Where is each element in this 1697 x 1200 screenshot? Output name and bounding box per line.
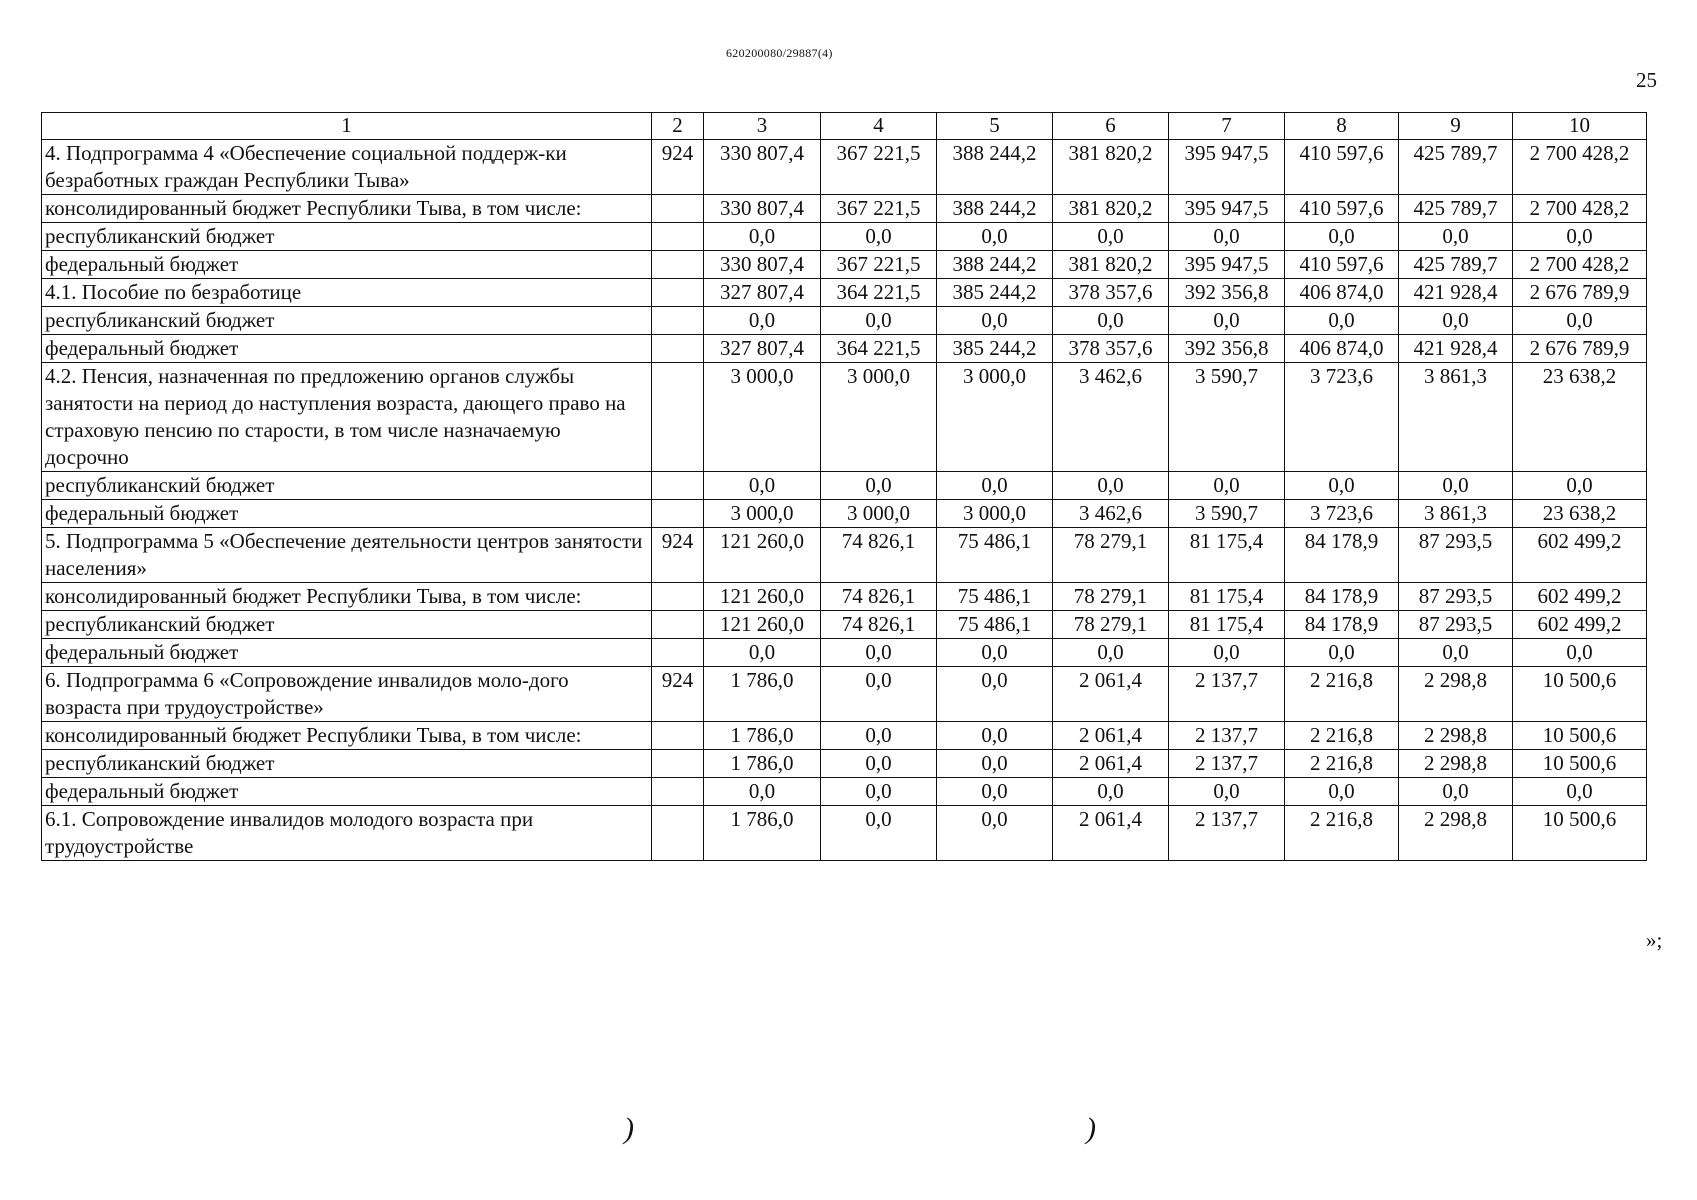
row-value: 84 178,9 — [1285, 583, 1399, 611]
row-value: 81 175,4 — [1169, 583, 1285, 611]
row-value: 602 499,2 — [1513, 611, 1647, 639]
row-value: 75 486,1 — [937, 583, 1053, 611]
row-value: 87 293,5 — [1399, 528, 1513, 583]
column-header: 8 — [1285, 113, 1399, 140]
row-value: 0,0 — [704, 472, 821, 500]
column-header: 7 — [1169, 113, 1285, 140]
row-value: 3 861,3 — [1399, 363, 1513, 472]
page-number: 25 — [1636, 68, 1657, 92]
row-value: 2 700 428,2 — [1513, 195, 1647, 223]
row-label: республиканский бюджет — [42, 223, 652, 251]
row-value: 10 500,6 — [1513, 750, 1647, 778]
row-value: 0,0 — [937, 639, 1053, 667]
row-label: консолидированный бюджет Республики Тыва, в том числе: — [42, 722, 652, 750]
row-label: республиканский бюджет — [42, 750, 652, 778]
table-row — [42, 722, 1647, 750]
row-value: 121 260,0 — [704, 528, 821, 583]
row-value: 0,0 — [937, 472, 1053, 500]
row-label: республиканский бюджет — [42, 611, 652, 639]
row-value: 367 221,5 — [821, 140, 937, 195]
row-value: 3 723,6 — [1285, 500, 1399, 528]
row-value: 0,0 — [1053, 778, 1169, 806]
footer-mark-right: ) — [1086, 1112, 1096, 1145]
row-code — [652, 363, 704, 472]
row-value: 121 260,0 — [704, 611, 821, 639]
row-value: 410 597,6 — [1285, 140, 1399, 195]
row-value: 78 279,1 — [1053, 611, 1169, 639]
row-label: федеральный бюджет — [42, 639, 652, 667]
row-value: 0,0 — [1513, 223, 1647, 251]
row-value: 327 807,4 — [704, 279, 821, 307]
row-value: 385 244,2 — [937, 335, 1053, 363]
row-value: 0,0 — [1169, 778, 1285, 806]
table-row — [42, 639, 1647, 667]
row-value: 3 861,3 — [1399, 500, 1513, 528]
table-row — [42, 528, 1647, 583]
table-row — [42, 307, 1647, 335]
row-label: консолидированный бюджет Республики Тыва, в том числе: — [42, 195, 652, 223]
row-value: 330 807,4 — [704, 251, 821, 279]
row-value: 0,0 — [821, 667, 937, 722]
row-value: 0,0 — [937, 806, 1053, 861]
row-value: 0,0 — [1169, 639, 1285, 667]
row-value: 388 244,2 — [937, 251, 1053, 279]
row-value: 0,0 — [821, 472, 937, 500]
row-value: 0,0 — [1285, 639, 1399, 667]
row-value: 2 298,8 — [1399, 667, 1513, 722]
row-value: 381 820,2 — [1053, 195, 1169, 223]
row-value: 0,0 — [1399, 472, 1513, 500]
table-row — [42, 583, 1647, 611]
row-value: 388 244,2 — [937, 195, 1053, 223]
footer-mark-left: ) — [624, 1112, 634, 1145]
row-value: 0,0 — [821, 806, 937, 861]
row-value: 23 638,2 — [1513, 500, 1647, 528]
row-value: 74 826,1 — [821, 583, 937, 611]
row-value: 0,0 — [1399, 307, 1513, 335]
row-value: 3 462,6 — [1053, 500, 1169, 528]
row-value: 367 221,5 — [821, 195, 937, 223]
row-value: 2 061,4 — [1053, 722, 1169, 750]
row-code: 924 — [652, 667, 704, 722]
row-code — [652, 279, 704, 307]
table-row — [42, 140, 1647, 195]
row-value: 406 874,0 — [1285, 335, 1399, 363]
row-value: 2 298,8 — [1399, 722, 1513, 750]
row-value: 2 137,7 — [1169, 806, 1285, 861]
table-row — [42, 806, 1647, 861]
table-row — [42, 279, 1647, 307]
row-value: 3 000,0 — [937, 500, 1053, 528]
row-value: 3 462,6 — [1053, 363, 1169, 472]
row-code — [652, 750, 704, 778]
row-label: 5. Подпрограмма 5 «Обеспечение деятельности центров занятости населения» — [42, 528, 652, 583]
row-code: 924 — [652, 528, 704, 583]
row-label: 4.1. Пособие по безработице — [42, 279, 652, 307]
row-value: 388 244,2 — [937, 140, 1053, 195]
row-label: федеральный бюджет — [42, 778, 652, 806]
row-label: федеральный бюджет — [42, 500, 652, 528]
row-label: 6.1. Сопровождение инвалидов молодого возраста при трудоустройстве — [42, 806, 652, 861]
table-row — [42, 750, 1647, 778]
row-value: 23 638,2 — [1513, 363, 1647, 472]
row-value: 0,0 — [1513, 639, 1647, 667]
table-row — [42, 223, 1647, 251]
row-value: 1 786,0 — [704, 722, 821, 750]
row-code — [652, 195, 704, 223]
table-row — [42, 195, 1647, 223]
row-code — [652, 722, 704, 750]
row-value: 2 216,8 — [1285, 750, 1399, 778]
column-header: 4 — [821, 113, 937, 140]
row-label: республиканский бюджет — [42, 307, 652, 335]
row-value: 3 590,7 — [1169, 363, 1285, 472]
row-value: 75 486,1 — [937, 528, 1053, 583]
row-value: 1 786,0 — [704, 806, 821, 861]
column-header: 10 — [1513, 113, 1647, 140]
column-header: 6 — [1053, 113, 1169, 140]
row-value: 2 137,7 — [1169, 722, 1285, 750]
row-value: 0,0 — [1053, 472, 1169, 500]
row-label: республиканский бюджет — [42, 472, 652, 500]
row-value: 406 874,0 — [1285, 279, 1399, 307]
row-value: 378 357,6 — [1053, 279, 1169, 307]
table-row — [42, 500, 1647, 528]
row-code — [652, 335, 704, 363]
row-value: 0,0 — [1513, 472, 1647, 500]
row-value: 364 221,5 — [821, 279, 937, 307]
row-value: 3 000,0 — [821, 500, 937, 528]
row-value: 410 597,6 — [1285, 251, 1399, 279]
row-code — [652, 778, 704, 806]
row-value: 1 786,0 — [704, 750, 821, 778]
row-value: 0,0 — [937, 722, 1053, 750]
row-value: 421 928,4 — [1399, 335, 1513, 363]
row-code — [652, 639, 704, 667]
row-value: 381 820,2 — [1053, 251, 1169, 279]
row-value: 0,0 — [704, 778, 821, 806]
column-header: 3 — [704, 113, 821, 140]
budget-table — [41, 112, 1647, 861]
row-value: 0,0 — [1285, 223, 1399, 251]
row-value: 0,0 — [1399, 778, 1513, 806]
row-value: 364 221,5 — [821, 335, 937, 363]
row-value: 395 947,5 — [1169, 140, 1285, 195]
row-value: 392 356,8 — [1169, 279, 1285, 307]
row-value: 2 137,7 — [1169, 750, 1285, 778]
row-value: 395 947,5 — [1169, 251, 1285, 279]
row-value: 0,0 — [1399, 223, 1513, 251]
row-value: 0,0 — [937, 667, 1053, 722]
row-value: 3 590,7 — [1169, 500, 1285, 528]
row-value: 425 789,7 — [1399, 251, 1513, 279]
row-code — [652, 806, 704, 861]
row-value: 2 298,8 — [1399, 806, 1513, 861]
row-label: 4.2. Пенсия, назначенная по предложению органов службы занятости на период до наступления возраста, дающего право на страховую пенсию по старости, в том числе назначаемую досрочно — [42, 363, 652, 472]
row-value: 2 061,4 — [1053, 750, 1169, 778]
row-value: 0,0 — [704, 307, 821, 335]
row-value: 10 500,6 — [1513, 722, 1647, 750]
row-code — [652, 223, 704, 251]
table-row — [42, 335, 1647, 363]
row-value: 0,0 — [704, 223, 821, 251]
row-value: 0,0 — [937, 223, 1053, 251]
row-value: 392 356,8 — [1169, 335, 1285, 363]
document-id: 620200080/29887(4) — [726, 46, 833, 60]
table-row — [42, 611, 1647, 639]
row-value: 2 216,8 — [1285, 722, 1399, 750]
row-value: 74 826,1 — [821, 528, 937, 583]
row-value: 0,0 — [1169, 223, 1285, 251]
column-header: 1 — [42, 113, 652, 140]
row-value: 378 357,6 — [1053, 335, 1169, 363]
row-value: 0,0 — [821, 750, 937, 778]
row-value: 0,0 — [1169, 307, 1285, 335]
column-header: 5 — [937, 113, 1053, 140]
row-value: 78 279,1 — [1053, 583, 1169, 611]
row-value: 0,0 — [1285, 778, 1399, 806]
row-label: 6. Подпрограмма 6 «Сопровождение инвалидов моло-дого возраста при трудоустройстве» — [42, 667, 652, 722]
row-value: 425 789,7 — [1399, 195, 1513, 223]
row-value: 3 000,0 — [704, 363, 821, 472]
row-value: 602 499,2 — [1513, 583, 1647, 611]
table-row — [42, 251, 1647, 279]
row-value: 2 700 428,2 — [1513, 140, 1647, 195]
row-value: 0,0 — [821, 307, 937, 335]
row-value: 3 000,0 — [937, 363, 1053, 472]
table-row — [42, 778, 1647, 806]
row-value: 395 947,5 — [1169, 195, 1285, 223]
row-value: 385 244,2 — [937, 279, 1053, 307]
row-value: 0,0 — [704, 639, 821, 667]
row-value: 327 807,4 — [704, 335, 821, 363]
row-label: федеральный бюджет — [42, 335, 652, 363]
row-code — [652, 500, 704, 528]
column-header: 9 — [1399, 113, 1513, 140]
row-value: 0,0 — [1053, 307, 1169, 335]
row-code — [652, 583, 704, 611]
row-value: 410 597,6 — [1285, 195, 1399, 223]
row-value: 0,0 — [937, 778, 1053, 806]
row-value: 0,0 — [1053, 223, 1169, 251]
row-value: 3 000,0 — [821, 363, 937, 472]
row-value: 2 061,4 — [1053, 667, 1169, 722]
row-value: 0,0 — [821, 722, 937, 750]
row-value: 10 500,6 — [1513, 667, 1647, 722]
row-value: 602 499,2 — [1513, 528, 1647, 583]
row-code — [652, 472, 704, 500]
row-value: 0,0 — [937, 307, 1053, 335]
row-value: 330 807,4 — [704, 195, 821, 223]
row-label: 4. Подпрограмма 4 «Обеспечение социальной поддерж-ки безработных граждан Республики Тыва» — [42, 140, 652, 195]
row-value: 0,0 — [1285, 307, 1399, 335]
row-label: федеральный бюджет — [42, 251, 652, 279]
row-label: консолидированный бюджет Республики Тыва, в том числе: — [42, 583, 652, 611]
row-value: 330 807,4 — [704, 140, 821, 195]
row-value: 87 293,5 — [1399, 611, 1513, 639]
row-value: 3 000,0 — [704, 500, 821, 528]
row-value: 78 279,1 — [1053, 528, 1169, 583]
row-value: 1 786,0 — [704, 667, 821, 722]
row-value: 10 500,6 — [1513, 806, 1647, 861]
row-value: 2 700 428,2 — [1513, 251, 1647, 279]
row-value: 2 676 789,9 — [1513, 279, 1647, 307]
row-value: 74 826,1 — [821, 611, 937, 639]
row-value: 0,0 — [821, 639, 937, 667]
row-value: 84 178,9 — [1285, 611, 1399, 639]
row-value: 2 216,8 — [1285, 806, 1399, 861]
row-code — [652, 611, 704, 639]
row-value: 2 216,8 — [1285, 667, 1399, 722]
row-value: 2 137,7 — [1169, 667, 1285, 722]
table-row — [42, 472, 1647, 500]
column-header: 2 — [652, 113, 704, 140]
row-value: 0,0 — [1053, 639, 1169, 667]
row-value: 421 928,4 — [1399, 279, 1513, 307]
row-value: 381 820,2 — [1053, 140, 1169, 195]
row-value: 87 293,5 — [1399, 583, 1513, 611]
row-value: 0,0 — [937, 750, 1053, 778]
table-header-row — [42, 113, 1647, 140]
row-value: 84 178,9 — [1285, 528, 1399, 583]
row-value: 0,0 — [1399, 639, 1513, 667]
row-value: 121 260,0 — [704, 583, 821, 611]
row-value: 2 061,4 — [1053, 806, 1169, 861]
row-value: 81 175,4 — [1169, 528, 1285, 583]
row-value: 0,0 — [1169, 472, 1285, 500]
row-value: 2 676 789,9 — [1513, 335, 1647, 363]
row-value: 0,0 — [1513, 778, 1647, 806]
row-code — [652, 307, 704, 335]
row-value: 0,0 — [1513, 307, 1647, 335]
row-value: 0,0 — [821, 778, 937, 806]
row-code: 924 — [652, 140, 704, 195]
table-row — [42, 667, 1647, 722]
row-value: 3 723,6 — [1285, 363, 1399, 472]
row-value: 425 789,7 — [1399, 140, 1513, 195]
table-row — [42, 363, 1647, 472]
row-value: 81 175,4 — [1169, 611, 1285, 639]
closing-quote: »; — [1646, 928, 1663, 952]
row-value: 2 298,8 — [1399, 750, 1513, 778]
row-value: 0,0 — [1285, 472, 1399, 500]
row-code — [652, 251, 704, 279]
row-value: 0,0 — [821, 223, 937, 251]
row-value: 367 221,5 — [821, 251, 937, 279]
row-value: 75 486,1 — [937, 611, 1053, 639]
